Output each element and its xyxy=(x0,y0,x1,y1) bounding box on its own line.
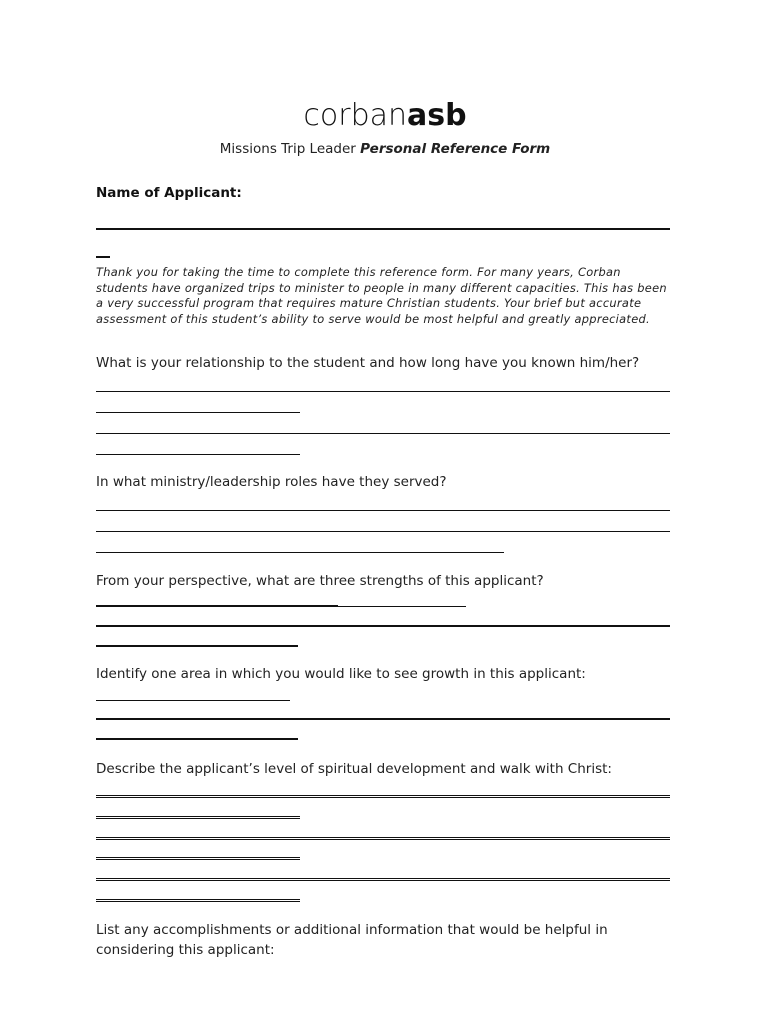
applicant-name-label: Name of Applicant: xyxy=(96,185,242,201)
question-accomplishments-line2: considering this applicant: xyxy=(96,942,275,958)
question-accomplishments xyxy=(96,920,608,960)
answer-line[interactable] xyxy=(96,899,300,902)
subtitle-emphasis: Personal Reference Form xyxy=(360,141,551,157)
answer-line[interactable] xyxy=(96,552,504,553)
logo-bold-text: asb xyxy=(407,98,467,133)
answer-line[interactable] xyxy=(96,605,338,607)
applicant-name-line[interactable] xyxy=(96,228,670,230)
answer-line[interactable] xyxy=(96,412,300,413)
answer-line[interactable] xyxy=(96,795,670,798)
answer-line[interactable] xyxy=(96,454,300,455)
question-growth: Identify one area in which you would like to see growth in this applicant: xyxy=(96,666,586,682)
answer-line[interactable] xyxy=(96,433,670,434)
answer-line[interactable] xyxy=(96,816,300,819)
subtitle-plain: Missions Trip Leader xyxy=(219,141,361,157)
answer-line[interactable] xyxy=(96,857,300,860)
answer-line[interactable] xyxy=(96,718,670,720)
answer-line[interactable] xyxy=(338,606,466,607)
intro-paragraph: Thank you for taking the time to complete this reference form. For many years, Corban students have organized trips to minister to people in many different capacities. This has been a very successful program that requires mature Christian students. Your brief but accurate assessment of this student’s ability to serve would be most helpful and greatly appreciated. xyxy=(96,265,667,326)
answer-line[interactable] xyxy=(96,645,298,647)
answer-line[interactable] xyxy=(96,700,290,701)
answer-line[interactable] xyxy=(96,625,670,627)
form-subtitle xyxy=(0,141,770,157)
answer-line[interactable] xyxy=(96,531,670,532)
answer-line[interactable] xyxy=(96,738,298,740)
question-roles: In what ministry/leadership roles have they served? xyxy=(96,474,447,490)
answer-line[interactable] xyxy=(96,391,670,392)
question-spiritual: Describe the applicant’s level of spiritual development and walk with Christ: xyxy=(96,761,612,777)
question-relationship: What is your relationship to the student and how long have you known him/her? xyxy=(96,355,640,371)
question-strengths: From your perspective, what are three strengths of this applicant? xyxy=(96,573,544,589)
applicant-name-line-overflow[interactable] xyxy=(96,256,110,258)
answer-line[interactable] xyxy=(96,510,670,511)
answer-line[interactable] xyxy=(96,878,670,881)
logo-light-text: corban xyxy=(303,98,408,133)
answer-line[interactable] xyxy=(96,837,670,840)
question-accomplishments-line1: List any accomplishments or additional information that would be helpful in xyxy=(96,922,608,938)
corbanasb-logo xyxy=(0,98,770,133)
